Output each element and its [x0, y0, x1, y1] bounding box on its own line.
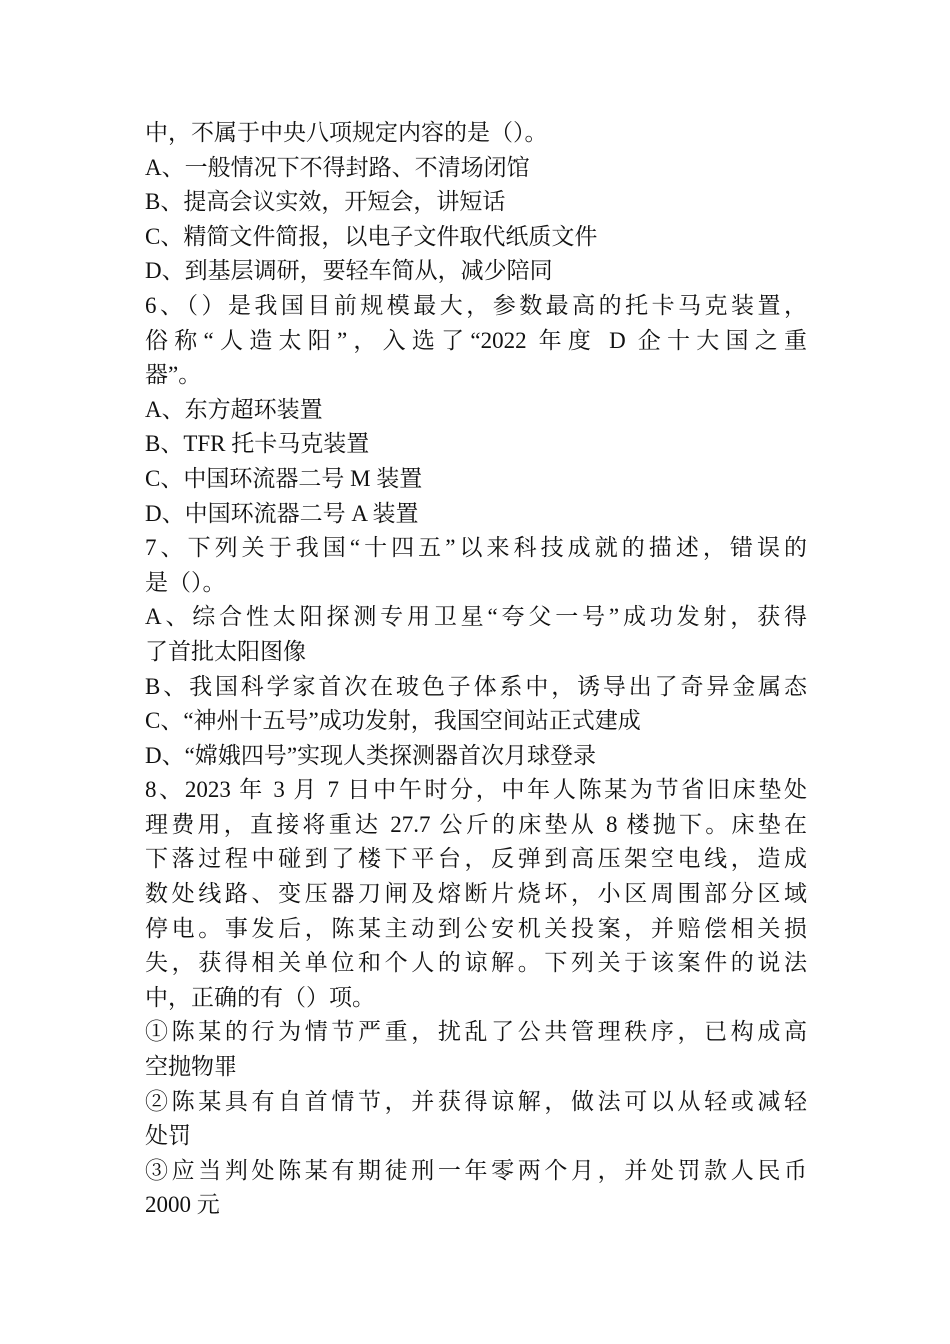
- text-line: B、TFR 托卡马克装置: [145, 431, 370, 457]
- text-line: 理费用，直接将重达 27.7 公斤的床垫从 8 楼抛下。床垫在: [145, 811, 807, 837]
- text-line: A、东方超环装置: [145, 396, 323, 422]
- text-line: D、到基层调研，要轻车简从，减少陪同: [145, 258, 553, 284]
- text-line: B、我国科学家首次在玻色子体系中，诱导出了奇异金属态: [145, 673, 807, 699]
- text-line: A、综合性太阳探测专用卫星“夸父一号”成功发射，获得: [145, 604, 807, 630]
- text-line: 8、2023 年 3 月 7 日中午时分，中年人陈某为节省旧床垫处: [145, 777, 807, 803]
- text-line: 数处线路、变压器刀闸及熔断片烧坏，小区周围部分区域: [145, 881, 807, 907]
- text-line: 下落过程中碰到了楼下平台，反弹到高压架空电线，造成: [145, 846, 807, 872]
- text-line: 处罚: [145, 1123, 191, 1149]
- text-line: 中，正确的有（）项。: [145, 984, 375, 1010]
- text-line: 是（）。: [145, 569, 226, 595]
- text-line: 中，不属于中央八项规定内容的是（）。: [145, 120, 548, 145]
- text-line: C、中国环流器二号 M 装置: [145, 465, 423, 491]
- text-line: 失，获得相关单位和个人的谅解。下列关于该案件的说法: [145, 950, 807, 976]
- text-line: C、精简文件简报，以电子文件取代纸质文件: [145, 223, 598, 249]
- text-line: C、“神州十五号”成功发射，我国空间站正式建成: [145, 708, 641, 734]
- text-line: 器”。: [145, 362, 202, 388]
- document-page: [145, 116, 807, 1223]
- text-line: 了首批太阳图像: [145, 638, 306, 664]
- text-line: 7、下列关于我国“十四五”以来科技成就的描述，错误的: [145, 535, 807, 561]
- text-line: A、一般情况下不得封路、不清场闭馆: [145, 154, 530, 180]
- text-line: 空抛物罪: [145, 1054, 237, 1080]
- text-line: 2000 元: [145, 1192, 220, 1218]
- text-line: 6、（）是我国目前规模最大，参数最高的托卡马克装置，: [145, 292, 807, 318]
- text-line: ③应当判处陈某有期徒刑一年零两个月，并处罚款人民币: [145, 1157, 807, 1183]
- text-line: ①陈某的行为情节严重，扰乱了公共管理秩序，已构成高: [145, 1019, 807, 1045]
- text-line: D、中国环流器二号 A 装置: [145, 500, 419, 526]
- text-line: B、提高会议实效，开短会，讲短话: [145, 189, 506, 215]
- text-line: 停电。事发后，陈某主动到公安机关投案，并赔偿相关损: [145, 915, 807, 941]
- text-line: 俗称“人造太阳”，入选了“2022 年度 D 企十大国之重: [145, 327, 807, 353]
- text-line: D、“嫦娥四号”实现人类探测器首次月球登录: [145, 742, 597, 768]
- text-line: ②陈某具有自首情节，并获得谅解，做法可以从轻或减轻: [145, 1088, 807, 1114]
